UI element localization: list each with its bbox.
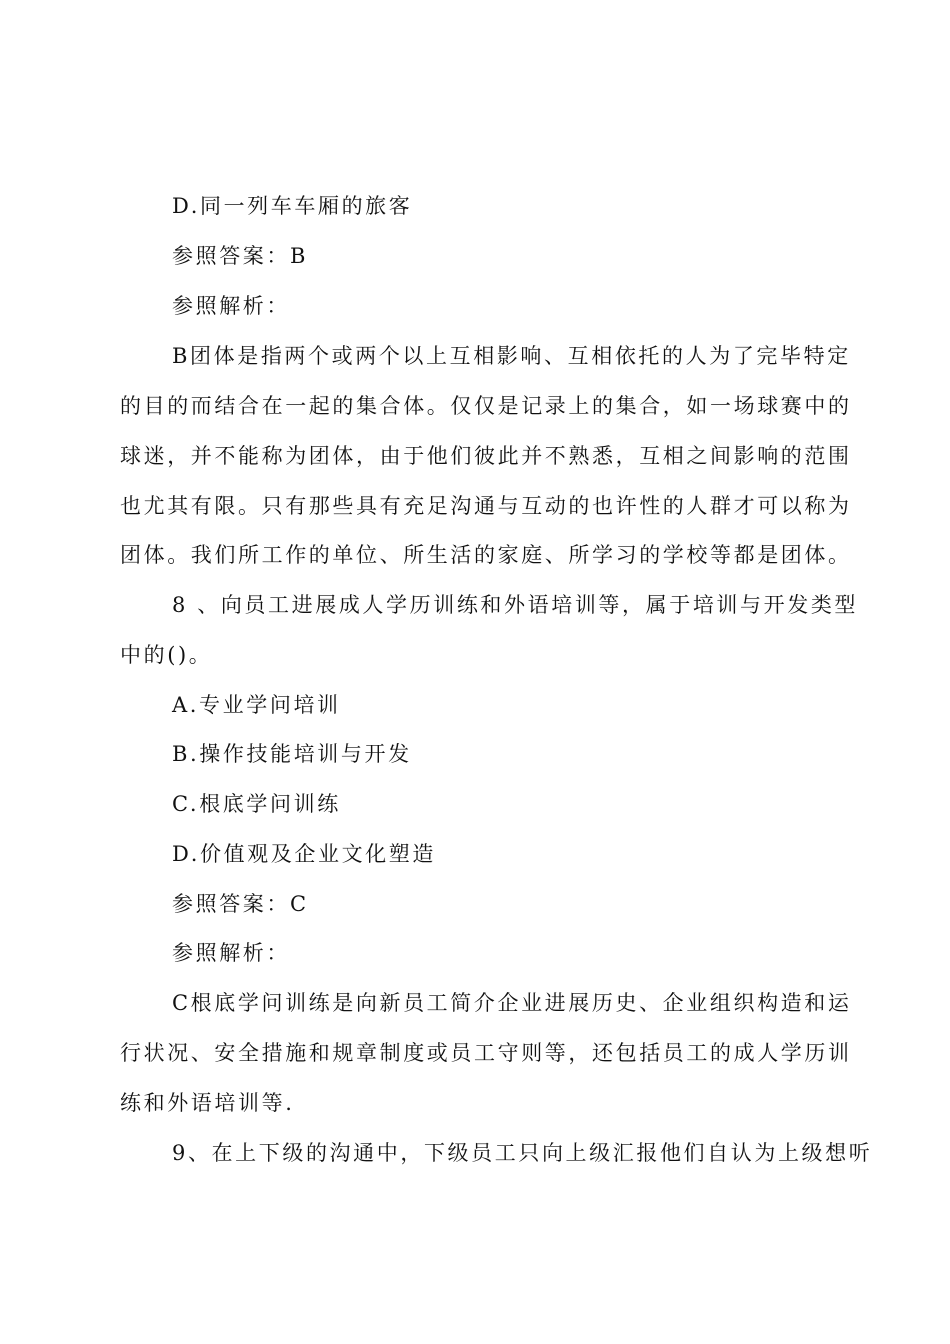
q8-answer: 参照答案：C <box>172 892 309 916</box>
q8-analysis-line-1: C根底学问训练是向新员工简介企业进展历史、企业组织构造和运 <box>172 991 852 1015</box>
q7-analysis-line-3: 球迷，并不能称为团体，由于他们彼此并不熟悉，互相之间影响的范围 <box>120 444 852 468</box>
q7-analysis-line-5: 团体。我们所工作的单位、所生活的家庭、所学习的学校等都是团体。 <box>120 543 852 567</box>
q9-question-line-1: 9、在上下级的沟通中，下级员工只向上级汇报他们自认为上级想听 <box>172 1141 873 1165</box>
q8-question-line-2: 中的()。 <box>120 643 213 667</box>
q8-option-b: B.操作技能培训与开发 <box>172 742 412 766</box>
q8-question-line-1: 8 、向员工进展成人学历训练和外语培训等，属于培训与开发类型 <box>172 593 859 617</box>
q8-analysis-line-3: 练和外语培训等. <box>120 1091 295 1115</box>
q7-option-d: D.同一列车车厢的旅客 <box>172 194 413 218</box>
q8-option-a: A.专业学问培训 <box>172 693 341 717</box>
q7-analysis-line-2: 的目的而结合在一起的集合体。仅仅是记录上的集合，如一场球赛中的 <box>120 394 852 418</box>
q8-option-d: D.价值观及企业文化塑造 <box>172 842 436 866</box>
q8-analysis-label: 参照解析： <box>172 941 290 965</box>
q7-answer: 参照答案：B <box>172 244 309 268</box>
q8-analysis-line-2: 行状况、安全措施和规章制度或员工守则等，还包括员工的成人学历训 <box>120 1041 852 1065</box>
q7-analysis-label: 参照解析： <box>172 294 290 318</box>
q7-analysis-line-1: B团体是指两个或两个以上互相影响、互相依托的人为了完毕特定 <box>172 344 851 368</box>
q8-option-c: C.根底学问训练 <box>172 792 341 816</box>
q7-analysis-line-4: 也尤其有限。只有那些具有充足沟通与互动的也许性的人群才可以称为 <box>120 494 852 518</box>
